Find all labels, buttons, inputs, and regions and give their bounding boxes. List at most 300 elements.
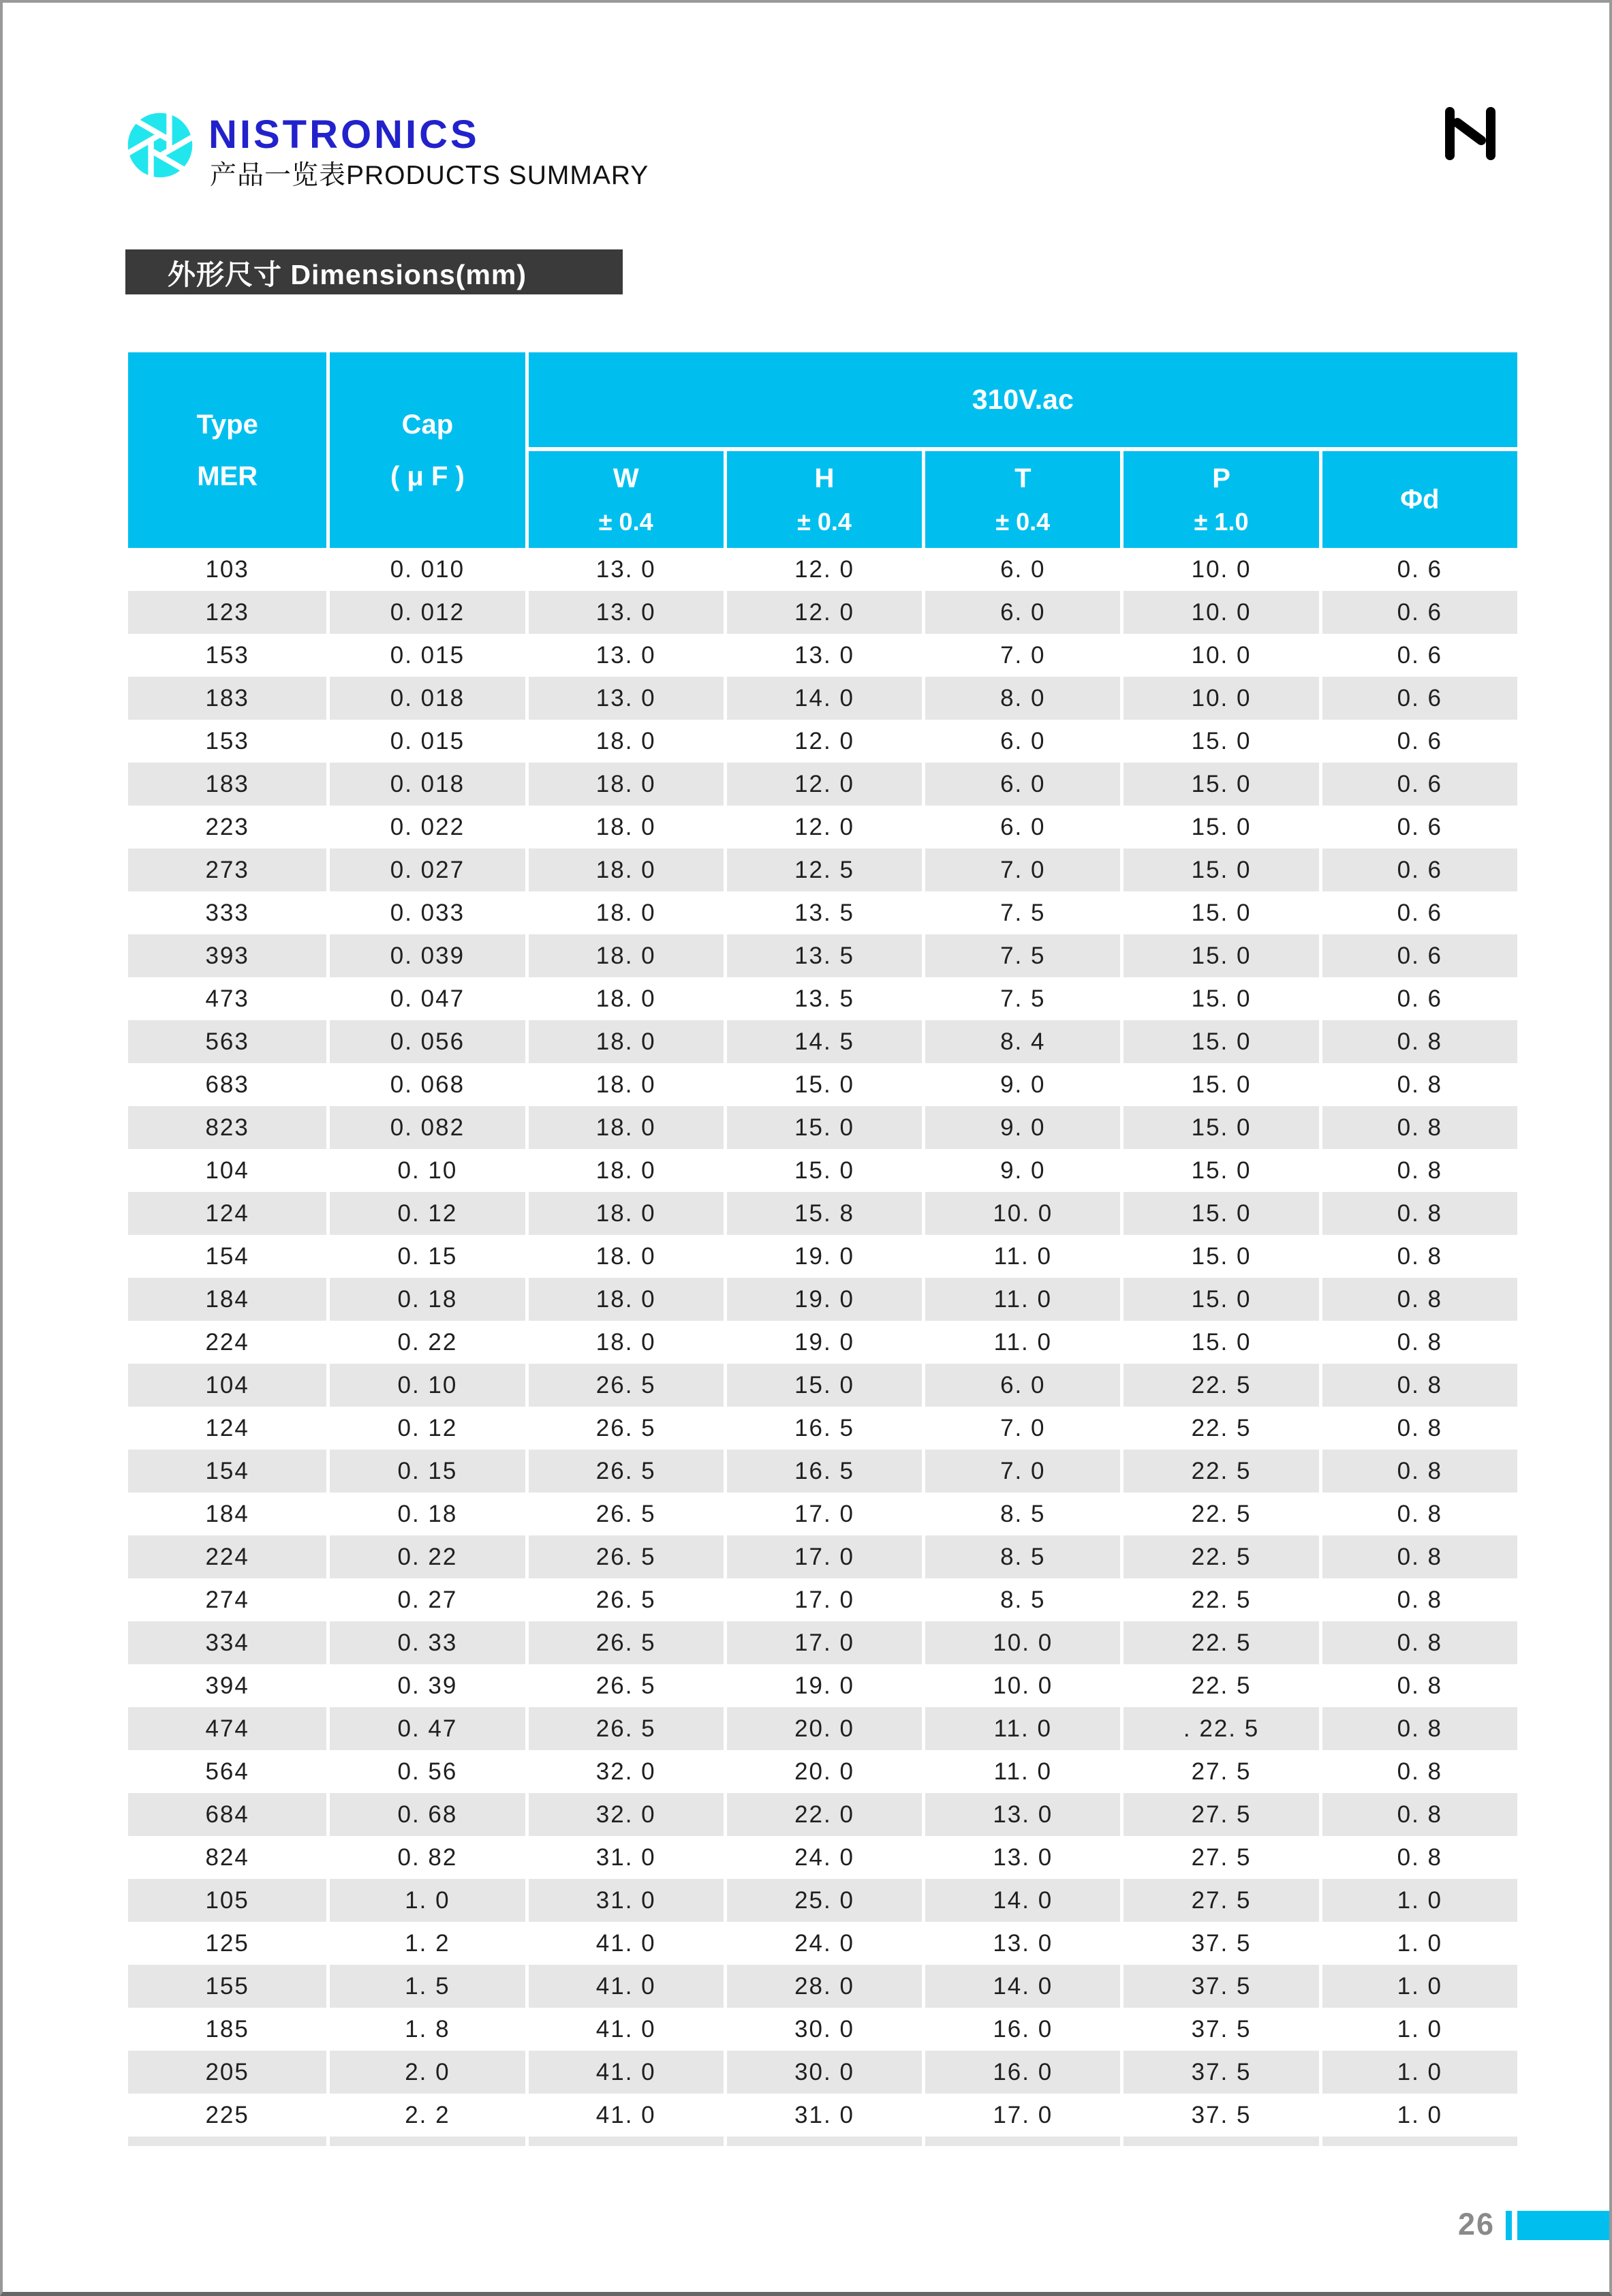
cap-cell: 0. 12 — [326, 1407, 525, 1450]
phi-d-cell: 0. 6 — [1319, 806, 1517, 848]
p-cell: 22. 5 — [1120, 1664, 1318, 1707]
table-row — [128, 720, 1517, 763]
phi-d-cell: 0. 8 — [1319, 1578, 1517, 1621]
type-cell: 473 — [205, 985, 249, 1012]
h-cell: 13. 5 — [724, 934, 922, 977]
t-cell: 11. 0 — [922, 1278, 1120, 1321]
p-cell: 15. 0 — [1120, 1020, 1318, 1063]
type-cell: 153 — [205, 727, 249, 754]
t-cell: 6. 0 — [922, 1364, 1120, 1407]
t-cell: 9. 0 — [922, 1149, 1120, 1192]
phi-d-cell: 0. 8 — [1319, 1450, 1517, 1493]
p-cell: 10. 0 — [1120, 634, 1318, 677]
type-cell: 225 — [205, 2101, 249, 2128]
cap-cell: 0. 33 — [326, 1621, 525, 1664]
w-cell: 18. 0 — [525, 1235, 724, 1278]
type-cell: 124 — [205, 1414, 249, 1441]
type-cell: 185 — [205, 2015, 249, 2042]
type-cell: 474 — [205, 1715, 249, 1742]
table-row — [128, 1235, 1517, 1278]
cap-cell: 2. 0 — [326, 2051, 525, 2094]
table-row — [128, 1621, 1517, 1664]
w-cell: 18. 0 — [525, 1106, 724, 1149]
phi-d-cell: 0. 8 — [1319, 1278, 1517, 1321]
h-cell: 31. 0 — [724, 2094, 922, 2137]
w-cell: 26. 5 — [525, 1535, 724, 1578]
table-row — [128, 634, 1517, 677]
table-body — [128, 548, 1517, 2137]
h-cell: 13. 5 — [724, 977, 922, 1020]
p-cell: 27. 5 — [1120, 1750, 1318, 1793]
h-cell: 12. 0 — [724, 720, 922, 763]
w-cell: 26. 5 — [525, 1493, 724, 1535]
h-cell: 14. 0 — [724, 677, 922, 720]
h-cell: 17. 0 — [724, 1535, 922, 1578]
h-cell: 20. 0 — [724, 1750, 922, 1793]
h-cell: 19. 0 — [724, 1235, 922, 1278]
w-cell: 26. 5 — [525, 1664, 724, 1707]
h-cell: 15. 0 — [724, 1149, 922, 1192]
w-cell: 26. 5 — [525, 1407, 724, 1450]
w-cell: 13. 0 — [525, 677, 724, 720]
type-cell: 154 — [205, 1242, 249, 1270]
p-cell: 15. 0 — [1120, 1235, 1318, 1278]
type-cell: 563 — [205, 1028, 249, 1055]
table-row — [128, 1278, 1517, 1321]
voltage-label: 310V.ac — [972, 384, 1074, 415]
table-row — [128, 1836, 1517, 1879]
t-cell: 8. 5 — [922, 1578, 1120, 1621]
phi-d-cell: 0. 8 — [1319, 1621, 1517, 1664]
phi-d-cell: 0. 6 — [1319, 548, 1517, 591]
phi-d-cell: 1. 0 — [1319, 1922, 1517, 1965]
t-cell: 10. 0 — [922, 1664, 1120, 1707]
type-cell: 684 — [205, 1801, 249, 1828]
cap-cell: 0. 056 — [326, 1020, 525, 1063]
footer-accent-band — [1517, 2211, 1612, 2240]
w-cell: 32. 0 — [525, 1793, 724, 1836]
p-cell: 10. 0 — [1120, 548, 1318, 591]
w-cell: 41. 0 — [525, 2051, 724, 2094]
col-header-cap — [326, 352, 525, 548]
cap-cell: 0. 018 — [326, 763, 525, 806]
type-cell: 334 — [205, 1629, 249, 1656]
table-row — [128, 848, 1517, 891]
phi-d-cell: 0. 8 — [1319, 1836, 1517, 1879]
p-cell: 22. 5 — [1120, 1493, 1318, 1535]
phi-d-cell: 1. 0 — [1319, 1965, 1517, 2008]
p-cell: 15. 0 — [1120, 1321, 1318, 1364]
w-cell: 13. 0 — [525, 591, 724, 634]
phi-d-cell: 0. 8 — [1319, 1364, 1517, 1407]
phi-d-cell: 1. 0 — [1319, 1879, 1517, 1922]
h-cell: 20. 0 — [724, 1707, 922, 1750]
h-cell: 15. 8 — [724, 1192, 922, 1235]
phi-d-cell: 0. 8 — [1319, 1106, 1517, 1149]
cap-cell: 0. 18 — [326, 1278, 525, 1321]
table-row — [128, 1493, 1517, 1535]
type-cell: 125 — [205, 1929, 249, 1957]
p-cell: 15. 0 — [1120, 806, 1318, 848]
col-header-w: W ± 0.4 — [525, 451, 724, 548]
w-cell: 18. 0 — [525, 848, 724, 891]
p-cell: 15. 0 — [1120, 977, 1318, 1020]
cap-cell: 0. 012 — [326, 591, 525, 634]
phi-d-cell: 0. 6 — [1319, 720, 1517, 763]
table-row — [128, 1106, 1517, 1149]
cap-cell: 0. 068 — [326, 1063, 525, 1106]
cap-cell: 0. 039 — [326, 934, 525, 977]
p-cell: 37. 5 — [1120, 2094, 1318, 2137]
h-cell: 24. 0 — [724, 1922, 922, 1965]
h-cell: 12. 0 — [724, 806, 922, 848]
col-header-voltage — [525, 352, 1517, 451]
cap-cell: 0. 082 — [326, 1106, 525, 1149]
aperture-logo-icon — [125, 110, 195, 180]
phi-d-cell: 1. 0 — [1319, 2094, 1517, 2137]
table-row — [128, 1535, 1517, 1578]
table-row — [128, 977, 1517, 1020]
p-cell: 37. 5 — [1120, 2051, 1318, 2094]
phi-d-cell: 0. 8 — [1319, 1664, 1517, 1707]
phi-d-cell: 0. 8 — [1319, 1149, 1517, 1192]
col-header-t: T ± 0.4 — [922, 451, 1120, 548]
table-row — [128, 591, 1517, 634]
t-cell: 7. 0 — [922, 1450, 1120, 1493]
cap-cell: 2. 2 — [326, 2094, 525, 2137]
table-row — [128, 2051, 1517, 2094]
table-row — [128, 1063, 1517, 1106]
table-row — [128, 891, 1517, 934]
cap-cell: 0. 68 — [326, 1793, 525, 1836]
cap-cell: 0. 047 — [326, 977, 525, 1020]
brand-subtitle: 产品一览表PRODUCTS SUMMARY — [210, 161, 649, 190]
brand-name: NISTRONICS — [208, 112, 480, 157]
table-row — [128, 1922, 1517, 1965]
p-cell: 15. 0 — [1120, 934, 1318, 977]
p-cell: 37. 5 — [1120, 1922, 1318, 1965]
cap-cell: 0. 033 — [326, 891, 525, 934]
table-header — [128, 352, 1517, 548]
cap-cell: 0. 56 — [326, 1750, 525, 1793]
phi-d-cell: 0. 8 — [1319, 1192, 1517, 1235]
w-cell: 18. 0 — [525, 1192, 724, 1235]
cap-cell: 0. 15 — [326, 1450, 525, 1493]
p-cell: 22. 5 — [1120, 1621, 1318, 1664]
p-cell: 22. 5 — [1120, 1535, 1318, 1578]
phi-d-cell: 0. 8 — [1319, 1020, 1517, 1063]
t-cell: 11. 0 — [922, 1321, 1120, 1364]
type-cell: 205 — [205, 2058, 249, 2085]
p-cell: 37. 5 — [1120, 1965, 1318, 2008]
phi-d-cell: 0. 8 — [1319, 1493, 1517, 1535]
t-cell: 13. 0 — [922, 1793, 1120, 1836]
cap-cell: 0. 12 — [326, 1192, 525, 1235]
p-cell: 15. 0 — [1120, 1278, 1318, 1321]
type-cell: 394 — [205, 1672, 249, 1699]
cap-cell: 0. 22 — [326, 1321, 525, 1364]
h-cell: 16. 5 — [724, 1407, 922, 1450]
w-cell: 26. 5 — [525, 1578, 724, 1621]
cap-cell: 0. 022 — [326, 806, 525, 848]
t-cell: 7. 0 — [922, 848, 1120, 891]
h-cell: 15. 0 — [724, 1364, 922, 1407]
phi-d-cell: 0. 6 — [1319, 977, 1517, 1020]
col-header-h: H ± 0.4 — [724, 451, 922, 548]
table-row — [128, 1707, 1517, 1750]
cap-unit-label: ( μ F ) — [390, 461, 465, 491]
col-header-p: P ± 1.0 — [1120, 451, 1318, 548]
w-cell: 26. 5 — [525, 1707, 724, 1750]
cap-cell: 0. 10 — [326, 1364, 525, 1407]
table-end-strip — [128, 2137, 1517, 2146]
phi-d-cell: 0. 6 — [1319, 677, 1517, 720]
phi-d-cell: 0. 8 — [1319, 1535, 1517, 1578]
page-number: 26 — [1457, 2207, 1495, 2241]
p-cell: 27. 5 — [1120, 1836, 1318, 1879]
p-cell: 15. 0 — [1120, 1063, 1318, 1106]
w-cell: 18. 0 — [525, 1278, 724, 1321]
type-cell: 564 — [205, 1758, 249, 1785]
corner-n-icon — [1442, 105, 1499, 162]
type-cell: 183 — [205, 770, 249, 797]
h-cell: 13. 0 — [724, 634, 922, 677]
h-cell: 14. 5 — [724, 1020, 922, 1063]
h-cell: 25. 0 — [724, 1879, 922, 1922]
cap-cell: 1. 0 — [326, 1879, 525, 1922]
t-cell: 13. 0 — [922, 1922, 1120, 1965]
section-title-bar — [125, 249, 623, 294]
p-cell: 22. 5 — [1120, 1364, 1318, 1407]
h-cell: 17. 0 — [724, 1493, 922, 1535]
type-cell: 224 — [205, 1328, 249, 1356]
phi-d-cell: 0. 8 — [1319, 1407, 1517, 1450]
w-cell: 26. 5 — [525, 1621, 724, 1664]
t-cell: 14. 0 — [922, 1965, 1120, 2008]
type-cell: 393 — [205, 942, 249, 969]
t-cell: 6. 0 — [922, 806, 1120, 848]
mer-label: MER — [197, 461, 258, 491]
table-row — [128, 1149, 1517, 1192]
cap-cell: 0. 27 — [326, 1578, 525, 1621]
h-cell: 22. 0 — [724, 1793, 922, 1836]
h-cell: 19. 0 — [724, 1278, 922, 1321]
h-cell: 16. 5 — [724, 1450, 922, 1493]
t-cell: 11. 0 — [922, 1750, 1120, 1793]
w-cell: 18. 0 — [525, 1063, 724, 1106]
type-cell: 153 — [205, 641, 249, 669]
w-cell: 18. 0 — [525, 1020, 724, 1063]
type-cell: 154 — [205, 1457, 249, 1484]
t-cell: 11. 0 — [922, 1707, 1120, 1750]
p-cell: 22. 5 — [1120, 1450, 1318, 1493]
h-cell: 19. 0 — [724, 1321, 922, 1364]
h-cell: 28. 0 — [724, 1965, 922, 2008]
type-cell: 104 — [205, 1371, 249, 1398]
phi-d-cell: 0. 6 — [1319, 763, 1517, 806]
w-cell: 18. 0 — [525, 806, 724, 848]
cap-cell: 0. 10 — [326, 1149, 525, 1192]
cap-cell: 1. 2 — [326, 1922, 525, 1965]
t-cell: 8. 4 — [922, 1020, 1120, 1063]
t-cell: 7. 0 — [922, 1407, 1120, 1450]
w-cell: 13. 0 — [525, 634, 724, 677]
table-row — [128, 1664, 1517, 1707]
p-cell: 27. 5 — [1120, 1879, 1318, 1922]
p-cell: 15. 0 — [1120, 1149, 1318, 1192]
type-cell: 104 — [205, 1157, 249, 1184]
p-cell: 15. 0 — [1120, 891, 1318, 934]
type-cell: 124 — [205, 1199, 249, 1227]
t-cell: 10. 0 — [922, 1192, 1120, 1235]
t-cell: 7. 5 — [922, 934, 1120, 977]
phi-d-cell: 0. 8 — [1319, 1235, 1517, 1278]
t-cell: 16. 0 — [922, 2051, 1120, 2094]
h-cell: 12. 0 — [724, 763, 922, 806]
cap-cell: 0. 22 — [326, 1535, 525, 1578]
cap-cell: 0. 39 — [326, 1664, 525, 1707]
h-cell: 19. 0 — [724, 1664, 922, 1707]
type-cell: 155 — [205, 1972, 249, 2000]
p-cell: 10. 0 — [1120, 677, 1318, 720]
p-cell: 37. 5 — [1120, 2008, 1318, 2051]
cap-label: Cap — [401, 409, 454, 440]
cap-cell: 0. 47 — [326, 1707, 525, 1750]
type-cell: 184 — [205, 1285, 249, 1313]
t-cell: 7. 0 — [922, 634, 1120, 677]
phi-d-cell: 1. 0 — [1319, 2008, 1517, 2051]
h-cell: 17. 0 — [724, 1578, 922, 1621]
phi-d-cell: 0. 6 — [1319, 934, 1517, 977]
type-cell: 683 — [205, 1071, 249, 1098]
type-cell: 123 — [205, 598, 249, 626]
cap-cell: 0. 015 — [326, 720, 525, 763]
t-cell: 6. 0 — [922, 763, 1120, 806]
p-cell: 15. 0 — [1120, 763, 1318, 806]
w-cell: 18. 0 — [525, 977, 724, 1020]
type-cell: 183 — [205, 684, 249, 711]
table-row — [128, 806, 1517, 848]
table-row — [128, 548, 1517, 591]
h-cell: 30. 0 — [724, 2008, 922, 2051]
cap-cell: 1. 5 — [326, 1965, 525, 2008]
phi-d-cell: 0. 8 — [1319, 1063, 1517, 1106]
t-cell: 7. 5 — [922, 891, 1120, 934]
t-cell: 11. 0 — [922, 1235, 1120, 1278]
h-cell: 24. 0 — [724, 1836, 922, 1879]
w-cell: 31. 0 — [525, 1879, 724, 1922]
table-row — [128, 1750, 1517, 1793]
h-cell: 15. 0 — [724, 1106, 922, 1149]
phi-d-cell: 0. 8 — [1319, 1793, 1517, 1836]
h-cell: 12. 0 — [724, 591, 922, 634]
cap-cell: 0. 010 — [326, 548, 525, 591]
w-cell: 41. 0 — [525, 1965, 724, 2008]
w-cell: 26. 5 — [525, 1450, 724, 1493]
p-cell: 10. 0 — [1120, 591, 1318, 634]
h-cell: 12. 5 — [724, 848, 922, 891]
t-cell: 6. 0 — [922, 548, 1120, 591]
p-cell: 15. 0 — [1120, 1106, 1318, 1149]
w-cell: 18. 0 — [525, 891, 724, 934]
w-cell: 32. 0 — [525, 1750, 724, 1793]
table-row — [128, 1450, 1517, 1493]
t-cell: 13. 0 — [922, 1836, 1120, 1879]
table-row — [128, 1578, 1517, 1621]
table-row — [128, 934, 1517, 977]
type-cell: 223 — [205, 813, 249, 840]
w-cell: 26. 5 — [525, 1364, 724, 1407]
table-row — [128, 1965, 1517, 2008]
cap-cell: 0. 15 — [326, 1235, 525, 1278]
w-cell: 18. 0 — [525, 763, 724, 806]
col-header-phi-d: Φd — [1319, 451, 1517, 548]
h-cell: 12. 0 — [724, 548, 922, 591]
p-cell: . 22. 5 — [1120, 1707, 1318, 1750]
table-row — [128, 1321, 1517, 1364]
section-title: 外形尺寸 Dimensions(mm) — [168, 258, 527, 290]
w-cell: 18. 0 — [525, 720, 724, 763]
cap-cell: 0. 82 — [326, 1836, 525, 1879]
t-cell: 9. 0 — [922, 1106, 1120, 1149]
p-cell: 15. 0 — [1120, 720, 1318, 763]
table-row — [128, 2094, 1517, 2137]
w-cell: 31. 0 — [525, 1836, 724, 1879]
table-row — [128, 2008, 1517, 2051]
phi-d-cell: 0. 8 — [1319, 1750, 1517, 1793]
h-cell: 17. 0 — [724, 1621, 922, 1664]
t-cell: 17. 0 — [922, 2094, 1120, 2137]
t-cell: 6. 0 — [922, 591, 1120, 634]
table-row — [128, 763, 1517, 806]
w-cell: 18. 0 — [525, 1149, 724, 1192]
phi-d-cell: 0. 6 — [1319, 634, 1517, 677]
p-cell: 15. 0 — [1120, 1192, 1318, 1235]
t-cell: 16. 0 — [922, 2008, 1120, 2051]
t-cell: 6. 0 — [922, 720, 1120, 763]
p-cell: 22. 5 — [1120, 1578, 1318, 1621]
col-header-type — [128, 352, 326, 548]
p-cell: 27. 5 — [1120, 1793, 1318, 1836]
h-cell: 15. 0 — [724, 1063, 922, 1106]
w-cell: 41. 0 — [525, 2008, 724, 2051]
table-row — [128, 677, 1517, 720]
footer-accent-tick — [1506, 2211, 1512, 2240]
table-row — [128, 1879, 1517, 1922]
h-cell: 13. 5 — [724, 891, 922, 934]
t-cell: 14. 0 — [922, 1879, 1120, 1922]
phi-d-cell: 1. 0 — [1319, 2051, 1517, 2094]
table-row — [128, 1364, 1517, 1407]
p-cell: 15. 0 — [1120, 848, 1318, 891]
cap-cell: 0. 027 — [326, 848, 525, 891]
cap-cell: 0. 018 — [326, 677, 525, 720]
t-cell: 10. 0 — [922, 1621, 1120, 1664]
table-row — [128, 1793, 1517, 1836]
type-cell: 224 — [205, 1543, 249, 1570]
type-cell: 273 — [205, 856, 249, 883]
type-cell: 103 — [205, 555, 249, 583]
h-cell: 30. 0 — [724, 2051, 922, 2094]
w-cell: 13. 0 — [525, 548, 724, 591]
cap-cell: 1. 8 — [326, 2008, 525, 2051]
w-cell: 18. 0 — [525, 934, 724, 977]
type-cell: 105 — [205, 1886, 249, 1914]
w-cell: 41. 0 — [525, 1922, 724, 1965]
table-row — [128, 1020, 1517, 1063]
type-cell: 824 — [205, 1843, 249, 1871]
dimensions-table — [128, 352, 1517, 2146]
